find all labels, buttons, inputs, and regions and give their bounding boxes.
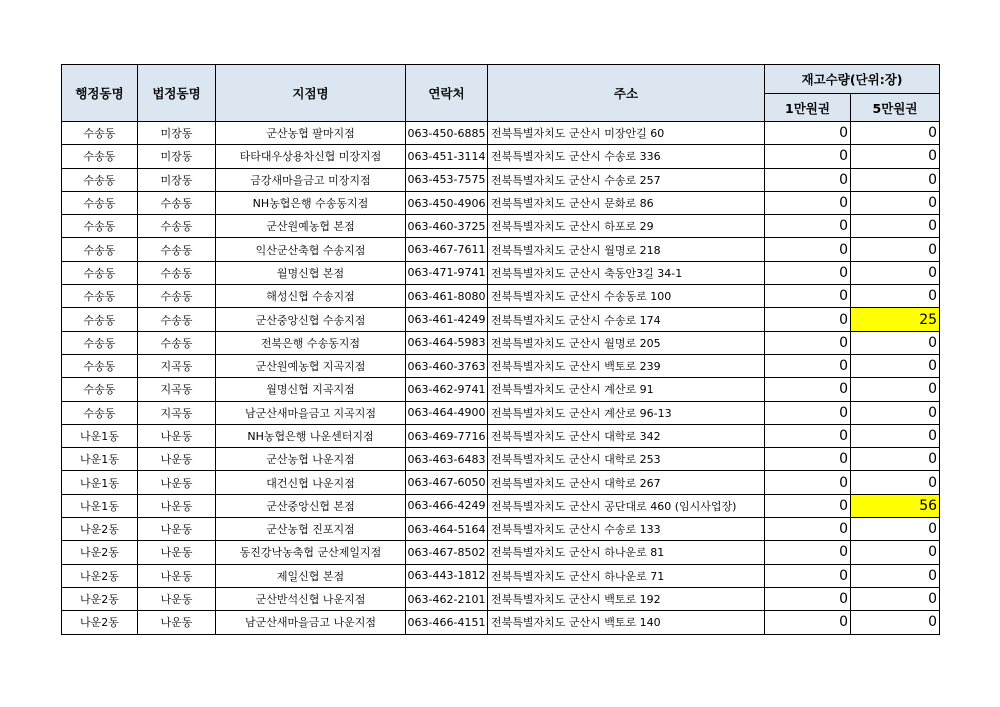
- cell-qty-10k: 0: [765, 261, 851, 284]
- table-row: [62, 122, 940, 145]
- cell-qty-50k: 0: [851, 401, 940, 424]
- cell-phone: 063-467-6050: [406, 471, 488, 494]
- cell-legal-dong: 미장동: [138, 168, 216, 191]
- cell-address: 전북특별자치도 군산시 수송로 133: [488, 518, 765, 541]
- cell-legal-dong: 미장동: [138, 145, 216, 168]
- cell-legal-dong: 수송동: [138, 215, 216, 238]
- cell-qty-10k: 0: [765, 494, 851, 517]
- cell-qty-10k: 0: [765, 541, 851, 564]
- cell-qty-10k: 0: [765, 378, 851, 401]
- header-stock-10k: 1만원권: [765, 94, 851, 122]
- table-row: [62, 285, 940, 308]
- cell-legal-dong: 수송동: [138, 308, 216, 331]
- cell-branch-name: 월명신협 지곡지점: [216, 378, 406, 401]
- cell-branch-name: 남군산새마을금고 나운지점: [216, 611, 406, 634]
- cell-qty-50k: 0: [851, 518, 940, 541]
- cell-qty-10k: 0: [765, 331, 851, 354]
- cell-qty-10k: 0: [765, 448, 851, 471]
- table-row: [62, 378, 940, 401]
- cell-admin-dong: 나운1동: [62, 448, 138, 471]
- cell-legal-dong: 지곡동: [138, 401, 216, 424]
- cell-qty-10k: 0: [765, 191, 851, 214]
- cell-legal-dong: 나운동: [138, 587, 216, 610]
- cell-qty-10k: 0: [765, 308, 851, 331]
- cell-branch-name: 대건신협 나운지점: [216, 471, 406, 494]
- header-stock: 재고수량(단위:장): [765, 65, 940, 94]
- table-row: [62, 494, 940, 517]
- cell-address: 전북특별자치도 군산시 수송로 257: [488, 168, 765, 191]
- cell-admin-dong: 수송동: [62, 378, 138, 401]
- cell-branch-name: 타타대우상용차신협 미장지점: [216, 145, 406, 168]
- table-header: [62, 65, 940, 122]
- table-row: [62, 191, 940, 214]
- cell-admin-dong: 나운2동: [62, 518, 138, 541]
- cell-admin-dong: 수송동: [62, 215, 138, 238]
- cell-address: 전북특별자치도 군산시 백토로 239: [488, 354, 765, 377]
- cell-branch-name: 군산중앙신협 수송지점: [216, 308, 406, 331]
- cell-qty-10k: 0: [765, 401, 851, 424]
- cell-admin-dong: 나운2동: [62, 611, 138, 634]
- cell-branch-name: 해성신협 수송지점: [216, 285, 406, 308]
- cell-qty-50k: 0: [851, 261, 940, 284]
- cell-address: 전북특별자치도 군산시 백토로 192: [488, 587, 765, 610]
- cell-address: 전북특별자치도 군산시 공단대로 460 (임시사업장): [488, 494, 765, 517]
- cell-legal-dong: 수송동: [138, 238, 216, 261]
- cell-phone: 063-460-3763: [406, 354, 488, 377]
- cell-qty-10k: 0: [765, 471, 851, 494]
- cell-phone: 063-467-8502: [406, 541, 488, 564]
- cell-admin-dong: 수송동: [62, 145, 138, 168]
- header-stock-50k: 5만원권: [851, 94, 940, 122]
- cell-branch-name: 군산농협 진포지점: [216, 518, 406, 541]
- cell-address: 전북특별자치도 군산시 수송로 174: [488, 308, 765, 331]
- table-row: [62, 215, 940, 238]
- cell-admin-dong: 수송동: [62, 308, 138, 331]
- cell-qty-50k: 0: [851, 238, 940, 261]
- cell-phone: 063-464-4900: [406, 401, 488, 424]
- cell-qty-50k: 0: [851, 331, 940, 354]
- cell-address: 전북특별자치도 군산시 미장안길 60: [488, 122, 765, 145]
- cell-phone: 063-461-8080: [406, 285, 488, 308]
- table-row: [62, 564, 940, 587]
- cell-legal-dong: 나운동: [138, 541, 216, 564]
- cell-branch-name: NH농협은행 수송동지점: [216, 191, 406, 214]
- cell-phone: 063-443-1812: [406, 564, 488, 587]
- cell-admin-dong: 나운1동: [62, 471, 138, 494]
- cell-legal-dong: 나운동: [138, 494, 216, 517]
- table-row: [62, 401, 940, 424]
- cell-branch-name: 금강새마을금고 미장지점: [216, 168, 406, 191]
- header-address: 주소: [488, 65, 765, 122]
- cell-branch-name: 전북은행 수송동지점: [216, 331, 406, 354]
- cell-legal-dong: 수송동: [138, 285, 216, 308]
- cell-address: 전북특별자치도 군산시 백토로 140: [488, 611, 765, 634]
- cell-address: 전북특별자치도 군산시 수송동로 100: [488, 285, 765, 308]
- cell-qty-10k: 0: [765, 611, 851, 634]
- cell-qty-50k: 0: [851, 471, 940, 494]
- table-row: [62, 261, 940, 284]
- table-row: [62, 145, 940, 168]
- cell-qty-10k: 0: [765, 587, 851, 610]
- cell-address: 전북특별자치도 군산시 월명로 205: [488, 331, 765, 354]
- header-branch: 지점명: [216, 65, 406, 122]
- cell-address: 전북특별자치도 군산시 대학로 342: [488, 424, 765, 447]
- cell-phone: 063-450-4906: [406, 191, 488, 214]
- cell-qty-10k: 0: [765, 518, 851, 541]
- table-row: [62, 611, 940, 634]
- cell-phone: 063-451-3114: [406, 145, 488, 168]
- table-row: [62, 354, 940, 377]
- cell-admin-dong: 수송동: [62, 285, 138, 308]
- cell-address: 전북특별자치도 군산시 하나운로 71: [488, 564, 765, 587]
- table-row: [62, 308, 940, 331]
- cell-legal-dong: 수송동: [138, 261, 216, 284]
- cell-phone: 063-471-9741: [406, 261, 488, 284]
- cell-admin-dong: 수송동: [62, 168, 138, 191]
- cell-legal-dong: 나운동: [138, 518, 216, 541]
- cell-qty-50k: 0: [851, 378, 940, 401]
- cell-legal-dong: 나운동: [138, 564, 216, 587]
- cell-admin-dong: 수송동: [62, 191, 138, 214]
- cell-phone: 063-466-4249: [406, 494, 488, 517]
- table-row: [62, 448, 940, 471]
- cell-qty-50k: 0: [851, 122, 940, 145]
- cell-admin-dong: 수송동: [62, 401, 138, 424]
- cell-qty-10k: 0: [765, 168, 851, 191]
- cell-phone: 063-466-4151: [406, 611, 488, 634]
- cell-address: 전북특별자치도 군산시 수송로 336: [488, 145, 765, 168]
- cell-qty-10k: 0: [765, 145, 851, 168]
- header-admin-dong: 행정동명: [62, 65, 138, 122]
- cell-address: 전북특별자치도 군산시 하나운로 81: [488, 541, 765, 564]
- cell-qty-10k: 0: [765, 564, 851, 587]
- cell-address: 전북특별자치도 군산시 대학로 253: [488, 448, 765, 471]
- cell-qty-50k: 0: [851, 215, 940, 238]
- cell-qty-50k: 0: [851, 285, 940, 308]
- cell-qty-50k: 0: [851, 168, 940, 191]
- cell-admin-dong: 수송동: [62, 331, 138, 354]
- cell-qty-50k: 0: [851, 191, 940, 214]
- cell-legal-dong: 미장동: [138, 122, 216, 145]
- cell-address: 전북특별자치도 군산시 계산로 96-13: [488, 401, 765, 424]
- cell-qty-10k: 0: [765, 424, 851, 447]
- cell-phone: 063-467-7611: [406, 238, 488, 261]
- cell-legal-dong: 수송동: [138, 331, 216, 354]
- table-row: [62, 518, 940, 541]
- cell-branch-name: 익산군산축협 수송지점: [216, 238, 406, 261]
- cell-qty-10k: 0: [765, 122, 851, 145]
- cell-phone: 063-462-2101: [406, 587, 488, 610]
- cell-admin-dong: 나운2동: [62, 587, 138, 610]
- cell-phone: 063-450-6885: [406, 122, 488, 145]
- table-row: [62, 541, 940, 564]
- cell-branch-name: 남군산새마을금고 지곡지점: [216, 401, 406, 424]
- header-contact: 연락처: [406, 65, 488, 122]
- cell-branch-name: 군산원예농협 지곡지점: [216, 354, 406, 377]
- cell-legal-dong: 나운동: [138, 471, 216, 494]
- cell-qty-10k: 0: [765, 285, 851, 308]
- header-legal-dong: 법정동명: [138, 65, 216, 122]
- cell-qty-50k: 0: [851, 587, 940, 610]
- cell-qty-50k: 56: [851, 494, 940, 517]
- cell-legal-dong: 나운동: [138, 424, 216, 447]
- cell-admin-dong: 수송동: [62, 261, 138, 284]
- cell-qty-50k: 0: [851, 424, 940, 447]
- cell-branch-name: 제일신협 본점: [216, 564, 406, 587]
- cell-branch-name: 동진강낙농축협 군산제일지점: [216, 541, 406, 564]
- cell-phone: 063-453-7575: [406, 168, 488, 191]
- cell-phone: 063-464-5164: [406, 518, 488, 541]
- cell-legal-dong: 지곡동: [138, 354, 216, 377]
- cell-phone: 063-463-6483: [406, 448, 488, 471]
- cell-branch-name: 월명신협 본점: [216, 261, 406, 284]
- cell-admin-dong: 수송동: [62, 122, 138, 145]
- cell-address: 전북특별자치도 군산시 축동안3길 34-1: [488, 261, 765, 284]
- table-body: [62, 122, 940, 635]
- cell-legal-dong: 나운동: [138, 448, 216, 471]
- cell-phone: 063-460-3725: [406, 215, 488, 238]
- cell-phone: 063-469-7716: [406, 424, 488, 447]
- cell-phone: 063-461-4249: [406, 308, 488, 331]
- cell-qty-50k: 0: [851, 564, 940, 587]
- cell-branch-name: NH농협은행 나운센터지점: [216, 424, 406, 447]
- cell-admin-dong: 수송동: [62, 238, 138, 261]
- cell-qty-50k: 0: [851, 354, 940, 377]
- cell-branch-name: 군산원예농협 본점: [216, 215, 406, 238]
- cell-qty-50k: 25: [851, 308, 940, 331]
- table-row: [62, 331, 940, 354]
- cell-qty-50k: 0: [851, 145, 940, 168]
- cell-admin-dong: 나운2동: [62, 541, 138, 564]
- cell-admin-dong: 나운2동: [62, 564, 138, 587]
- cell-legal-dong: 지곡동: [138, 378, 216, 401]
- table-row: [62, 424, 940, 447]
- cell-qty-50k: 0: [851, 611, 940, 634]
- cell-qty-10k: 0: [765, 215, 851, 238]
- cell-qty-10k: 0: [765, 238, 851, 261]
- cell-branch-name: 군산중앙신협 본점: [216, 494, 406, 517]
- cell-admin-dong: 나운1동: [62, 494, 138, 517]
- cell-address: 전북특별자치도 군산시 문화로 86: [488, 191, 765, 214]
- cell-address: 전북특별자치도 군산시 대학로 267: [488, 471, 765, 494]
- cell-phone: 063-462-9741: [406, 378, 488, 401]
- cell-branch-name: 군산농협 나운지점: [216, 448, 406, 471]
- table-row: [62, 238, 940, 261]
- cell-qty-10k: 0: [765, 354, 851, 377]
- cell-legal-dong: 수송동: [138, 191, 216, 214]
- cell-branch-name: 군산반석신협 나운지점: [216, 587, 406, 610]
- cell-legal-dong: 나운동: [138, 611, 216, 634]
- cell-qty-50k: 0: [851, 541, 940, 564]
- cell-address: 전북특별자치도 군산시 월명로 218: [488, 238, 765, 261]
- table-row: [62, 168, 940, 191]
- table-row: [62, 587, 940, 610]
- cell-qty-50k: 0: [851, 448, 940, 471]
- cell-admin-dong: 나운1동: [62, 424, 138, 447]
- cell-phone: 063-464-5983: [406, 331, 488, 354]
- cell-admin-dong: 수송동: [62, 354, 138, 377]
- inventory-table: [61, 64, 940, 635]
- cell-address: 전북특별자치도 군산시 계산로 91: [488, 378, 765, 401]
- cell-branch-name: 군산농협 팔마지점: [216, 122, 406, 145]
- table-row: [62, 471, 940, 494]
- cell-address: 전북특별자치도 군산시 하포로 29: [488, 215, 765, 238]
